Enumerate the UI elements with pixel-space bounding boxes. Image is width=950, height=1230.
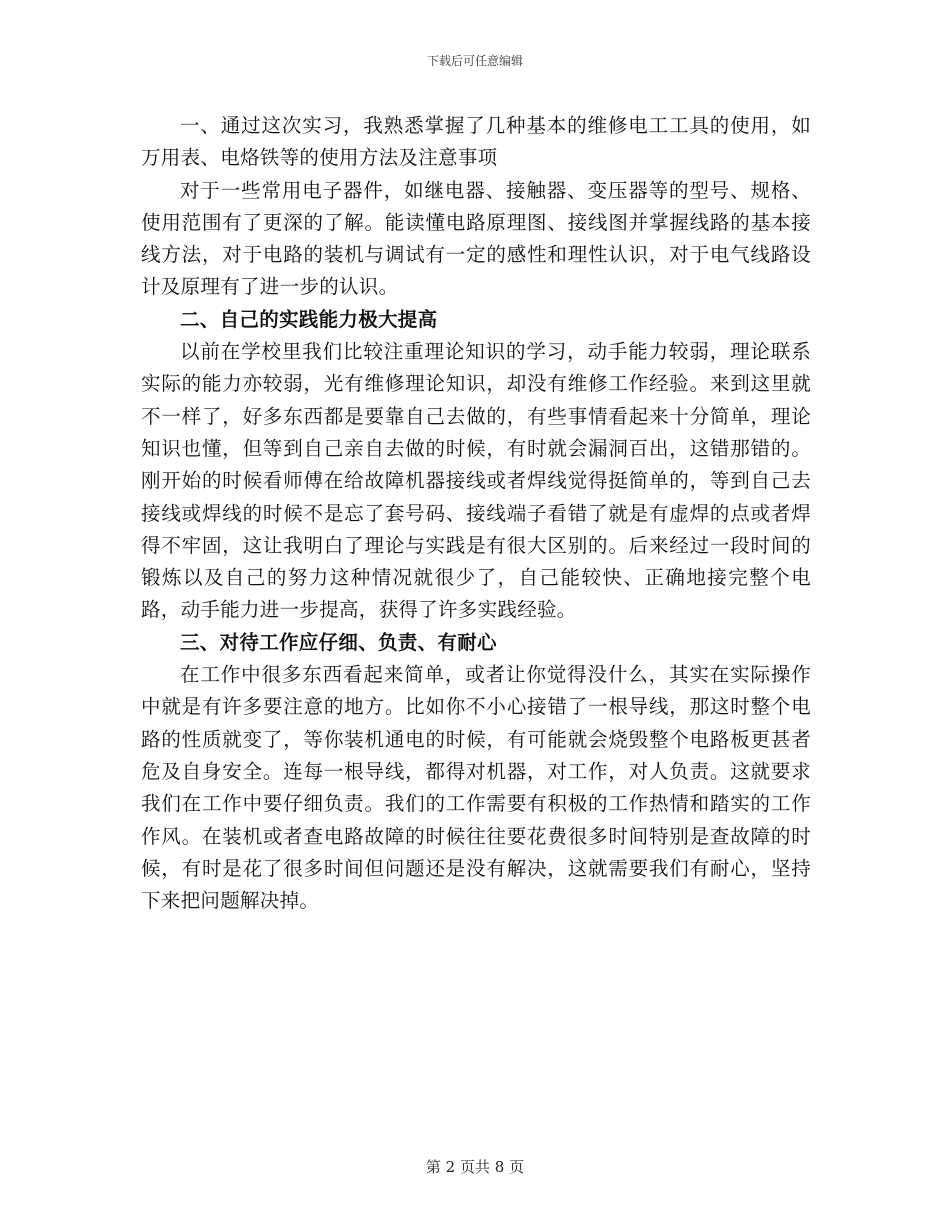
page-number-footer: 第 2 页共 8 页	[425, 1158, 525, 1176]
paragraph-2: 对于一些常用电子器件，如继电器、接触器、变压器等的型号、规格、使用范围有了更深的了解。能读懂电路原理图、接线图并掌握线路的基本接线方法，对于电路的装机与调试有一定的感性和理性认识，对于电气线路设计及原理有了进一步的认识。	[141, 178, 811, 299]
document-body	[141, 110, 811, 917]
section-heading-2: 二、自己的实践能力极大提高	[180, 307, 438, 331]
paragraph-4: 在工作中很多东西看起来简单，或者让你觉得没什么，其实在实际操作中就是有许多要注意的地方。比如你不小心接错了一根导线，那这时整个电路的性质就变了，等你装机通电的时候，有可能就会烧毁整个电路板更甚者危及自身安全。连每一根导线，都得对机器，对工作，对人负责。这就要求我们在工作中要仔细负责。我们的工作需要有积极的工作热情和踏实的工作作风。在装机或者查电路故障的时候往往要花费很多时间特别是查故障的时候，有时是花了很多时间但问题还是没有解决，这就需要我们有耐心，坚持下来把问题解决掉。	[141, 663, 811, 913]
page-header: 下载后可任意编辑	[426, 54, 523, 68]
paragraph-1: 一、通过这次实习，我熟悉掌握了几种基本的维修电工工具的使用，如万用表、电烙铁等的使用方法及注意事项	[141, 114, 811, 170]
section-heading-3: 三、对待工作应仔细、负责、有耐心	[180, 630, 497, 654]
paragraph-3: 以前在学校里我们比较注重理论知识的学习，动手能力较弱，理论联系实际的能力亦较弱，光有维修理论知识，却没有维修工作经验。来到这里就不一样了，好多东西都是要靠自己去做的，有些事情看起来十分简单，理论知识也懂，但等到自己亲自去做的时候，有时就会漏洞百出，这错那错的。刚开始的时候看师傅在给故障机器接线或者焊线觉得挺简单的，等到自己去接线或焊线的时候不是忘了套号码、接线端子看错了就是有虚焊的点或者焊得不牢固，这让我明白了理论与实践是有很大区别的。后来经过一段时间的锻炼以及自己的努力这种情况就很少了，自己能较快、正确地接完整个电路，动手能力进一步提高，获得了许多实践经验。	[141, 340, 811, 622]
